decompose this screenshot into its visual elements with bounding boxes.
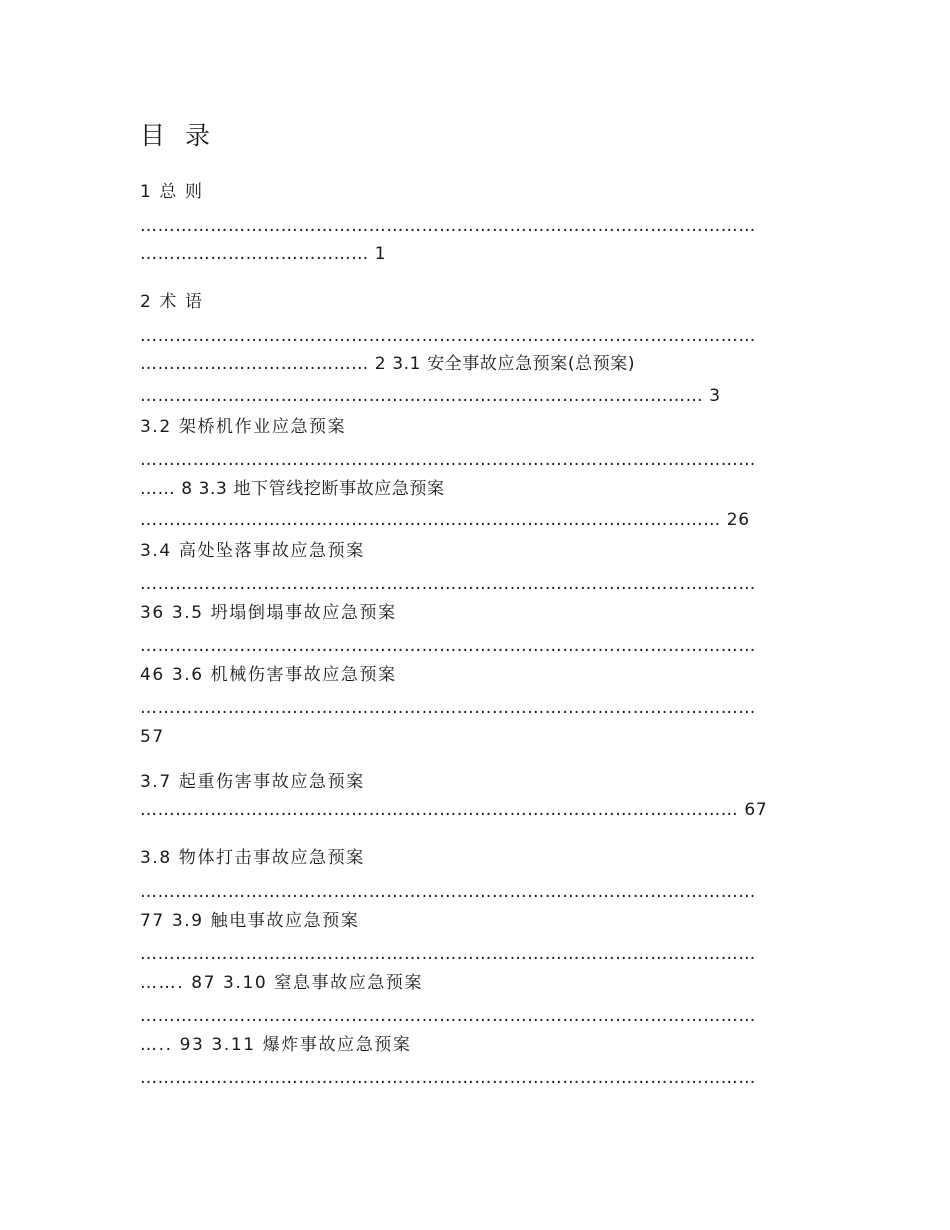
toc-line: …………………………………………………………………………………………… (140, 216, 756, 236)
toc-line: 57 (140, 727, 165, 747)
toc-line: ………………………………… 1 (140, 244, 387, 264)
toc-line: ……………………………………………………………………………………… 26 (140, 510, 750, 530)
toc-line: …………………………………………………………………………………………… (140, 944, 756, 964)
page-title: 目 录 (140, 121, 216, 150)
toc-line: 36 3.5 坍塌倒塌事故应急预案 (140, 603, 397, 623)
toc-line: …… 8 3.3 地下管线挖断事故应急预案 (140, 479, 445, 499)
toc-line: 2 术 语 (140, 292, 204, 312)
toc-line: ………………………………… 2 3.1 安全事故应急预案(总预案) (140, 354, 636, 374)
toc-line: …………………………………………………………………………………… 3 (140, 386, 721, 406)
toc-line: 3.4 高处坠落事故应急预案 (140, 541, 365, 561)
toc-line: ……. 87 3.10 窒息事故应急预案 (140, 973, 424, 993)
toc-line: …………………………………………………………………………………………… (140, 1068, 756, 1088)
toc-line: …………………………………………………………………………………………… (140, 636, 756, 656)
toc-line: 3.2 架桥机作业应急预案 (140, 417, 347, 437)
toc-line: 1 总 则 (140, 182, 204, 202)
toc-line: …………………………………………………………………………………………… (140, 1006, 756, 1026)
toc-line: 77 3.9 触电事故应急预案 (140, 911, 360, 931)
toc-line: 3.7 起重伤害事故应急预案 (140, 772, 365, 792)
toc-line: …………………………………………………………………………………………… (140, 698, 756, 718)
toc-line: 3.8 物体打击事故应急预案 (140, 848, 365, 868)
toc-line: 46 3.6 机械伤害事故应急预案 (140, 665, 397, 685)
toc-line: …………………………………………………………………………………………… (140, 450, 756, 470)
toc-line: …………………………………………………………………………………………… (140, 882, 756, 902)
toc-line: …………………………………………………………………………………………… (140, 574, 756, 594)
toc-line: …………………………………………………………………………………………… (140, 326, 756, 346)
toc-line: ….. 93 3.11 爆炸事故应急预案 (140, 1035, 412, 1055)
toc-line: ………………………………………………………………………………………… 67 (140, 800, 768, 820)
